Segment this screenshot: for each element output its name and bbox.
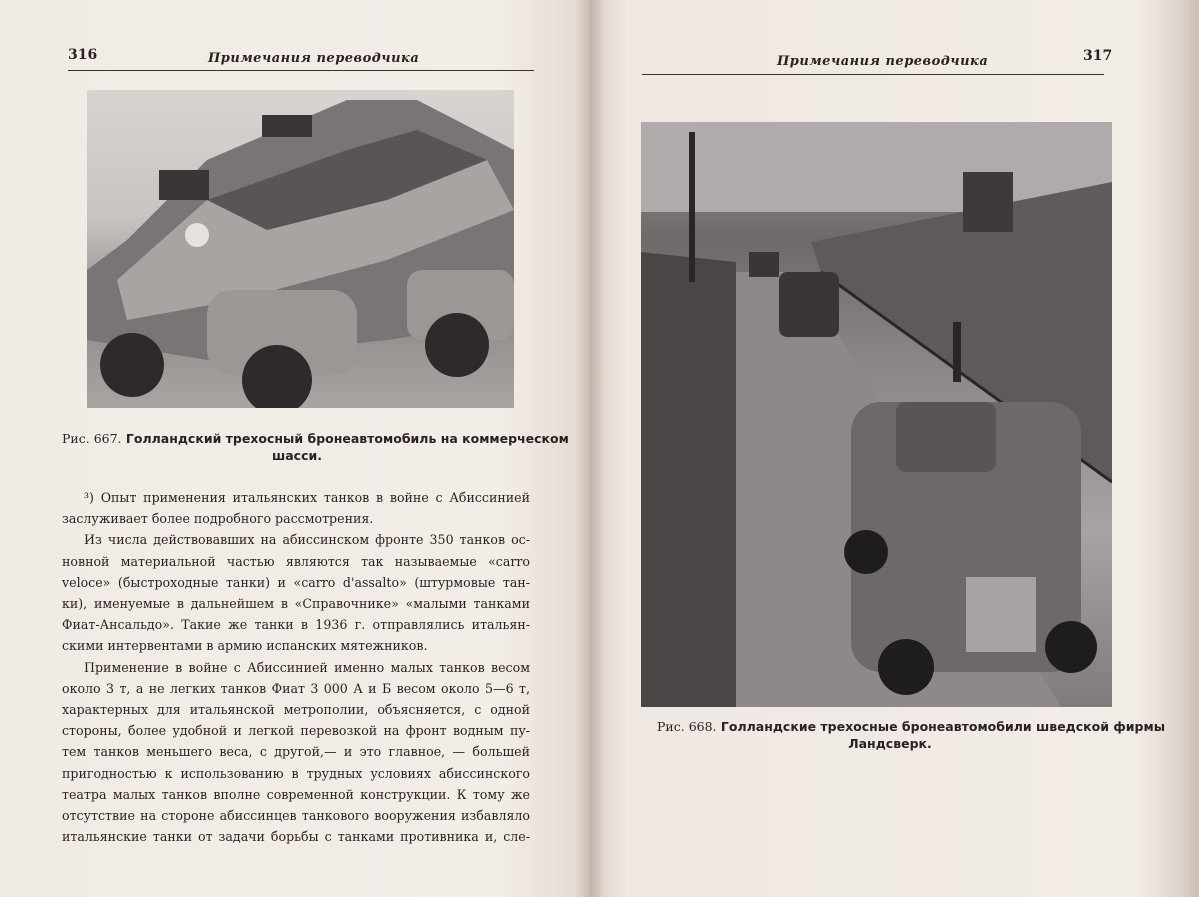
text-line: театра малых танков вполне современной конструкции. К тому же — [62, 786, 530, 802]
header-rule — [68, 70, 534, 71]
text-line: тем танков меньшего веса, с другой,— и это главное, — большей — [62, 744, 530, 760]
text-line: Применение в войне с Абиссинией именно малых танков весом — [84, 659, 530, 675]
page-number: 316 — [68, 47, 98, 63]
text-line: отсутствие на стороне абиссинцев танкового вооружения избавляло — [62, 808, 530, 824]
text-line: новной материальной частью являются так называемые «carro — [62, 553, 530, 569]
figure-667-caption — [62, 430, 569, 464]
figure-label: Рис. 668. — [657, 719, 717, 734]
text-line: характерных для итальянской метрополии, объясняется, с одной — [62, 702, 530, 718]
left-page — [0, 0, 590, 897]
text-line: заслуживает более подробного рассмотрения. — [62, 511, 374, 527]
text-line: veloce» (быстроходные танки) и «carro d'assalto» (штурмовые тан- — [62, 574, 530, 590]
text-line: стороны, более удобной и легкой перевозкой на фронт водным пу- — [62, 723, 530, 739]
page-number: 317 — [1083, 48, 1113, 64]
text-line: Фиат-Ансальдо». Такие же танки в 1936 г. отправлялись итальян- — [62, 617, 530, 633]
figure-668-caption — [657, 718, 1165, 752]
text-line: ки), именуемые в дальнейшем в «Справочнике» «малыми танками — [62, 596, 530, 612]
book-gutter — [575, 0, 605, 897]
caption-line: Голландский трехосный бронеавтомобиль на коммерческом — [125, 431, 569, 446]
text-line: около 3 т, а не легких танков Фиат 3 000 А и Б весом около 5—6 т, — [62, 680, 530, 696]
text-line: скими интервентами в армию испанских мятежников. — [62, 638, 428, 654]
figure-label: Рис. 667. — [62, 431, 122, 446]
figure-668-photo — [641, 122, 1112, 707]
caption-line: Голландские трехосные бронеавтомобили шведской фирмы — [720, 719, 1165, 734]
body-text — [62, 487, 530, 847]
text-line: итальянские танки от задачи борьбы с танками противника и, сле- — [62, 829, 530, 845]
caption-line: Ландсверк. — [848, 736, 932, 751]
caption-line: шасси. — [271, 448, 323, 463]
figure-667-photo — [87, 90, 514, 408]
text-line: пригодностью к использованию в трудных условиях абиссинского — [62, 765, 530, 781]
running-head: Примечания переводчика — [208, 51, 420, 66]
text-line: Из числа действовавших на абиссинском фронте 350 танков ос- — [84, 532, 530, 548]
header-rule — [642, 74, 1104, 75]
running-head: Примечания переводчика — [777, 54, 989, 69]
text-line: ³) Опыт применения итальянских танков в войне с Абиссинией — [84, 490, 530, 505]
